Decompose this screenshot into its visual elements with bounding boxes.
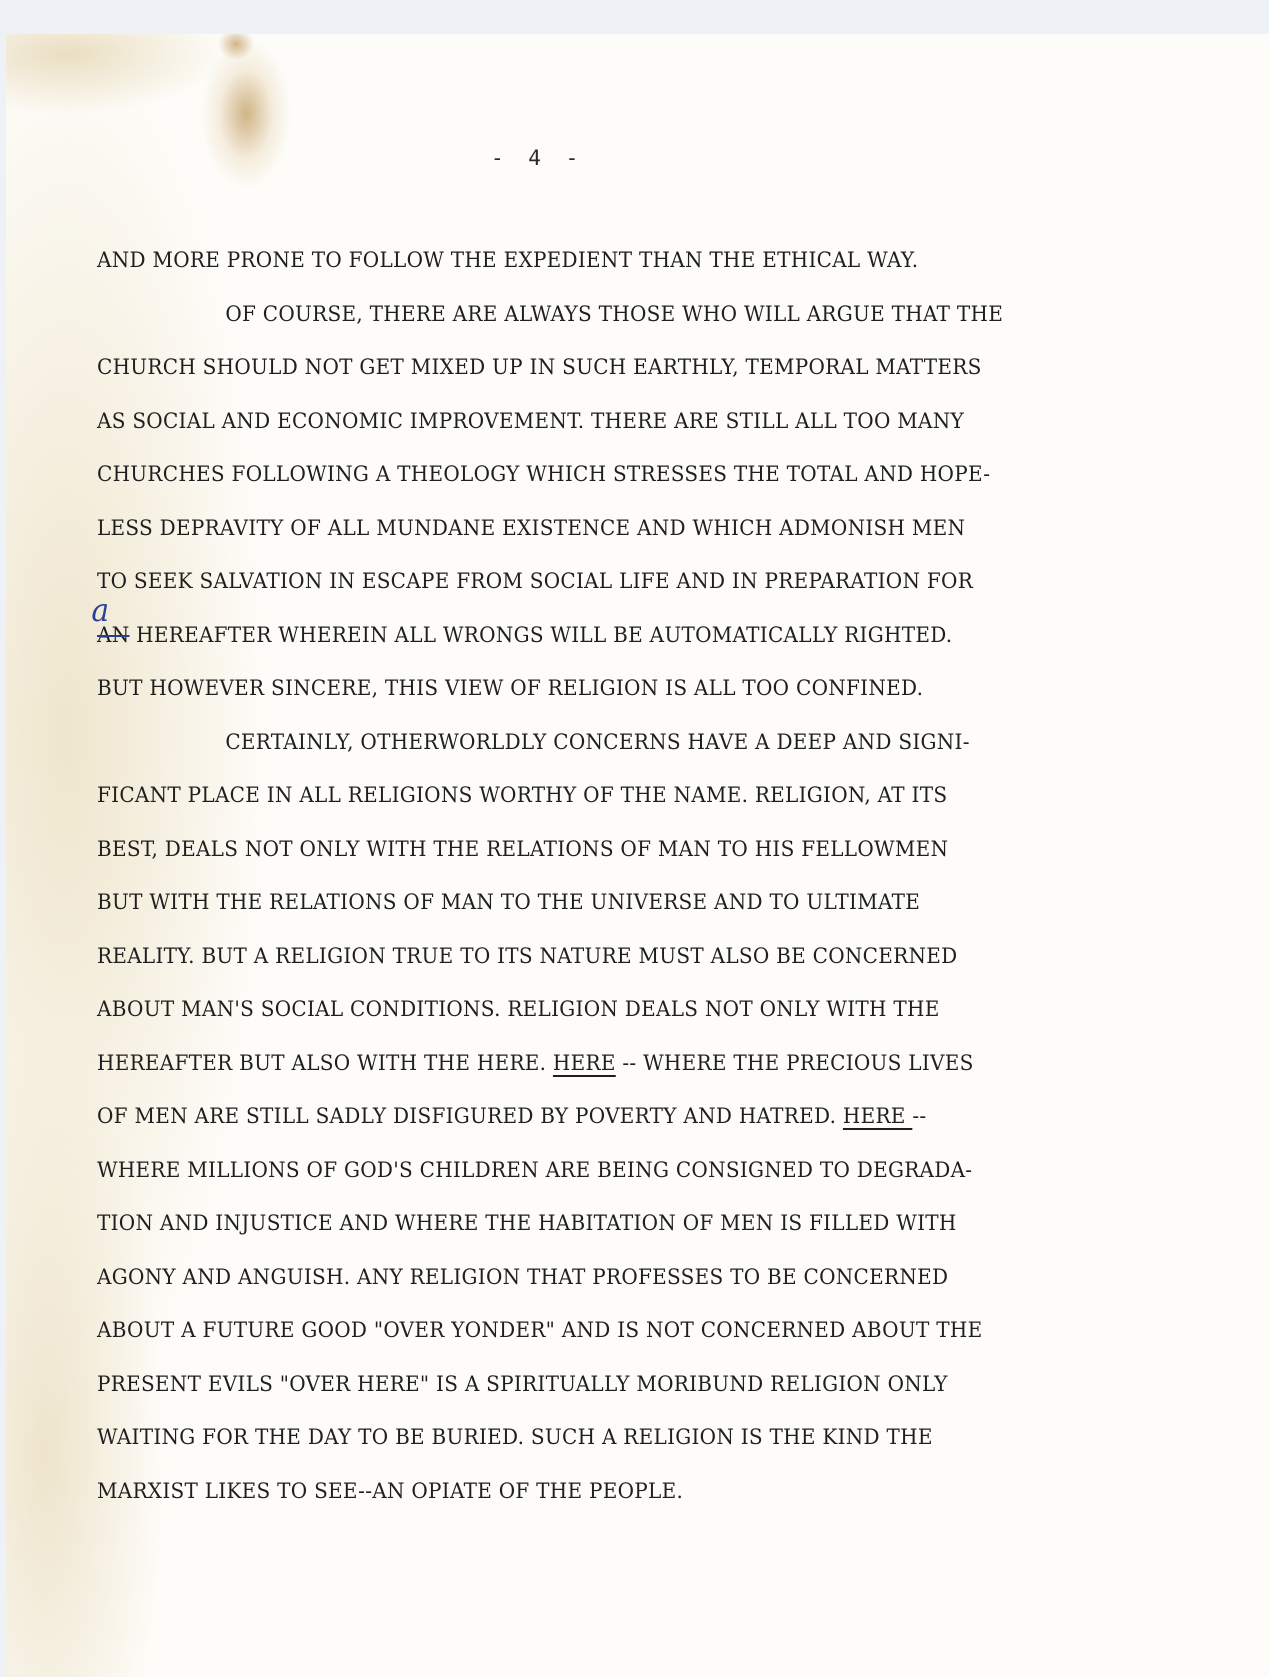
line-text: OF MEN ARE STILL SADLY DISFIGURED BY POVERTY AND HATRED. (97, 1104, 843, 1129)
text-line: PRESENT EVILS "OVER HERE" IS A SPIRITUALLY MORIBUND RELIGION ONLY (97, 1371, 948, 1397)
text-line: MARXIST LIKES TO SEE--AN OPIATE OF THE PEOPLE. (97, 1478, 684, 1504)
text-line: TION AND INJUSTICE AND WHERE THE HABITATION OF MEN IS FILLED WITH (97, 1211, 957, 1236)
text-line: ABOUT MAN'S SOCIAL CONDITIONS. RELIGION DEALS NOT ONLY WITH THE (97, 997, 940, 1022)
text-line: TO SEEK SALVATION IN ESCAPE FROM SOCIAL LIFE AND IN PREPARATION FOR (97, 569, 974, 594)
text-line-underlined (97, 1049, 990, 1103)
underlined-word: HERE (842, 1104, 913, 1129)
struck-word: AN (97, 622, 130, 648)
text-line-underlined (97, 1102, 990, 1156)
text-line: LESS DEPRAVITY OF ALL MUNDANE EXISTENCE AND WHICH ADMONISH MEN (97, 515, 966, 541)
page-number: - 4 - (491, 146, 585, 170)
text-line: BUT HOWEVER SINCERE, THIS VIEW OF RELIGION IS ALL TOO CONFINED. (97, 676, 924, 701)
underlined-word: HERE (552, 1050, 616, 1076)
text-line: AS SOCIAL AND ECONOMIC IMPROVEMENT. THERE ARE STILL ALL TOO MANY (97, 408, 964, 434)
text-line: WHERE MILLIONS OF GOD'S CHILDREN ARE BEING CONSIGNED TO DEGRADA- (97, 1157, 973, 1183)
text-line: FICANT PLACE IN ALL RELIGIONS WORTHY OF THE NAME. RELIGION, AT ITS (97, 783, 948, 808)
text-line: WAITING FOR THE DAY TO BE BURIED. SUCH A RELIGION IS THE KIND THE (97, 1425, 933, 1450)
text-line: AGONY AND ANGUISH. ANY RELIGION THAT PROFESSES TO BE CONCERNED (97, 1264, 949, 1290)
text-line: BUT WITH THE RELATIONS OF MAN TO THE UNIVERSE AND TO ULTIMATE (97, 890, 921, 915)
text-line: BEST, DEALS NOT ONLY WITH THE RELATIONS OF MAN TO HIS FELLOWMEN (97, 836, 949, 862)
text-line: OF COURSE, THERE ARE ALWAYS THOSE WHO WILL ARGUE THAT THE (225, 301, 1004, 327)
text-line: ABOUT A FUTURE GOOD "OVER YONDER" AND IS NOT CONCERNED ABOUT THE (97, 1318, 983, 1343)
line-text: -- WHERE THE PRECIOUS LIVES (615, 1050, 974, 1076)
text-line: CHURCH SHOULD NOT GET MIXED UP IN SUCH EARTHLY, TEMPORAL MATTERS (97, 355, 982, 380)
line-text: -- (912, 1104, 927, 1129)
document-page (6, 34, 1269, 1677)
line-text: HEREAFTER BUT ALSO WITH THE HERE. (97, 1050, 553, 1076)
handwritten-correction: a (91, 590, 110, 629)
line-text: HEREAFTER WHEREIN ALL WRONGS WILL BE AUTOMATICALLY RIGHTED. (129, 622, 953, 648)
text-line: CHURCHES FOLLOWING A THEOLOGY WHICH STRESSES THE TOTAL AND HOPE- (97, 462, 991, 487)
body-text (91, 246, 1057, 1530)
text-line-corrected (91, 590, 990, 675)
text-line: AND MORE PRONE TO FOLLOW THE EXPEDIENT THAN THE ETHICAL WAY. (97, 248, 919, 273)
text-line: CERTAINLY, OTHERWORLDLY CONCERNS HAVE A DEEP AND SIGNI- (225, 729, 970, 755)
text-line: REALITY. BUT A RELIGION TRUE TO ITS NATURE MUST ALSO BE CONCERNED (97, 943, 958, 969)
